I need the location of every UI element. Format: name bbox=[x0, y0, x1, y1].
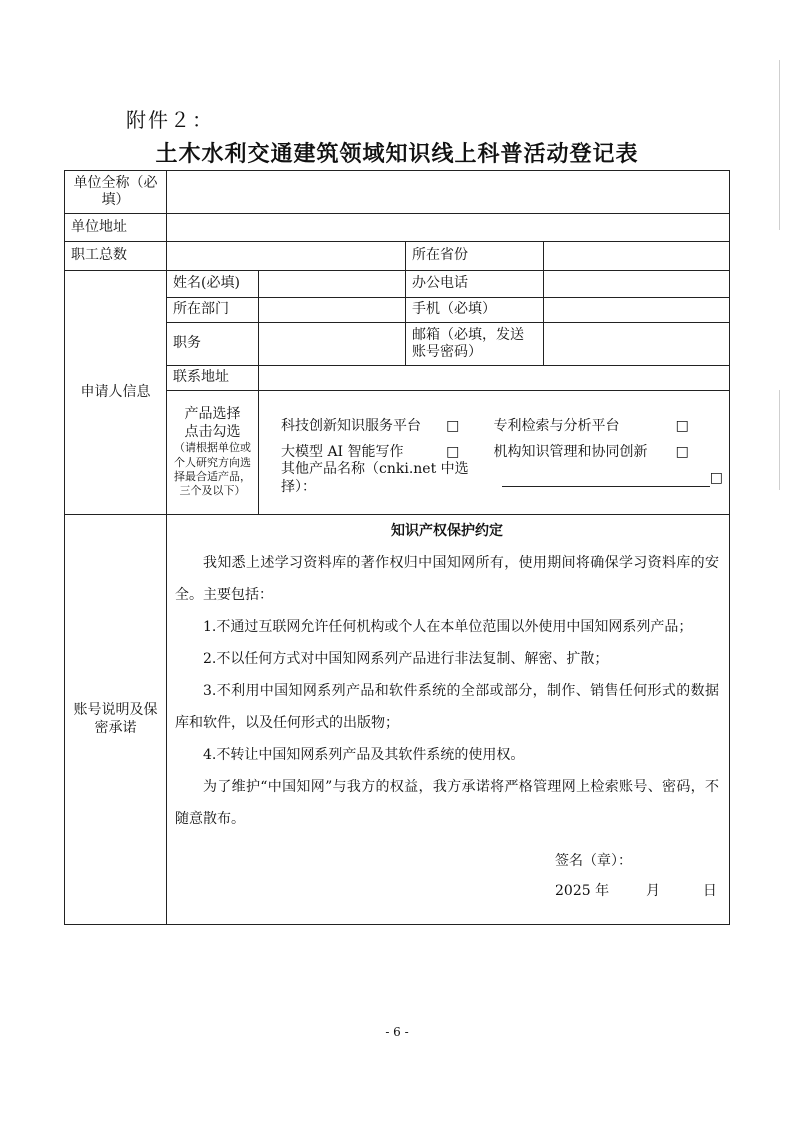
agreement-paragraph: 1.不通过互联网允许任何机构或个人在本单位范围以外使用中国知网系列产品； bbox=[203, 618, 693, 635]
org-address-row bbox=[65, 214, 730, 242]
agreement-paragraph: 为了维护“中国知网”与我方的权益，我方承诺将严格管理网上检索账号、密码，不随意散布。 bbox=[175, 778, 719, 827]
date-year: 2025 年 bbox=[555, 882, 610, 899]
signature-date bbox=[555, 883, 717, 901]
org-address-label: 单位地址 bbox=[65, 214, 167, 242]
email-field[interactable] bbox=[544, 323, 730, 366]
agreement-paragraph: 2.不以任何方式对中国知网系列产品进行非法复制、解密、扩散； bbox=[203, 650, 609, 667]
mobile-field[interactable] bbox=[544, 298, 730, 323]
product-option-label: 科技创新知识服务平台 bbox=[281, 417, 421, 434]
attachment-label: 附件２： bbox=[126, 108, 214, 132]
page-number: - 6 - bbox=[385, 1025, 409, 1039]
product-checkbox[interactable]: □ bbox=[675, 443, 689, 460]
product-option-row bbox=[281, 414, 723, 440]
agreement-title: 知识产权保护约定 bbox=[391, 523, 503, 539]
province-field[interactable] bbox=[544, 242, 730, 271]
applicant-row-1 bbox=[65, 271, 730, 298]
org-address-field[interactable] bbox=[167, 214, 730, 242]
product-option-label: 大模型 AI 智能写作 bbox=[281, 443, 404, 460]
applicant-name-field[interactable] bbox=[259, 271, 406, 298]
position-field[interactable] bbox=[259, 323, 406, 366]
signature-label: 签名（章）： bbox=[555, 852, 632, 869]
product-option-label: 机构知识管理和协同创新 bbox=[493, 443, 648, 460]
signature-block bbox=[175, 835, 719, 905]
contact-address-label: 联系地址 bbox=[167, 366, 259, 391]
other-product-row bbox=[281, 461, 723, 495]
staff-total-label: 职工总数 bbox=[65, 242, 167, 271]
staff-province-row bbox=[65, 242, 730, 271]
department-field[interactable] bbox=[259, 298, 406, 323]
scan-edge-line bbox=[779, 60, 780, 230]
office-phone-label: 办公电话 bbox=[406, 271, 544, 298]
product-label-line2: 点击勾选 bbox=[184, 423, 241, 440]
product-checkbox[interactable]: □ bbox=[446, 443, 460, 460]
applicant-name-label: 姓名(必填) bbox=[167, 271, 259, 298]
org-name-label: 单位全称（必填） bbox=[65, 171, 167, 214]
applicant-section-label: 申请人信息 bbox=[65, 271, 167, 515]
product-checkbox[interactable]: □ bbox=[675, 417, 689, 434]
email-label: 邮箱（必填，发送账号密码） bbox=[406, 323, 544, 366]
org-name-field[interactable] bbox=[167, 171, 730, 214]
agreement-paragraph: 4.不转让中国知网系列产品及其软件系统的使用权。 bbox=[203, 746, 525, 763]
product-label-line1: 产品选择 bbox=[184, 406, 241, 423]
office-phone-field[interactable] bbox=[544, 271, 730, 298]
registration-form-table bbox=[64, 170, 730, 925]
agreement-content bbox=[167, 515, 730, 925]
product-selection-note: （请根据单位或个人研究方向选择最合适产品，三个及以下） bbox=[174, 441, 251, 498]
product-section-label bbox=[167, 391, 259, 515]
agreement-paragraph: 我知悉上述学习资料库的著作权归中国知网所有，使用期间将确保学习资料库的安全。主要包括： bbox=[175, 554, 719, 603]
scan-edge-line bbox=[779, 390, 780, 490]
product-option-label: 专利检索与分析平台 bbox=[493, 417, 620, 434]
org-name-row bbox=[65, 171, 730, 214]
position-label: 职务 bbox=[167, 323, 259, 366]
staff-total-field[interactable] bbox=[167, 242, 406, 271]
form-title: 土木水利交通建筑领域知识线上科普活动登记表 bbox=[155, 141, 639, 167]
contact-address-field[interactable] bbox=[259, 366, 730, 391]
other-product-checkbox[interactable]: □ bbox=[709, 469, 723, 486]
agreement-paragraph: 3.不利用中国知网系列产品和软件系统的全部或部分，制作、销售任何形式的数据库和软件，以及任何形式的出版物； bbox=[175, 682, 719, 731]
date-day: 日 bbox=[702, 882, 717, 899]
department-label: 所在部门 bbox=[167, 298, 259, 323]
date-month: 月 bbox=[646, 882, 660, 899]
mobile-label: 手机（必填） bbox=[406, 298, 544, 323]
province-label: 所在省份 bbox=[406, 242, 544, 271]
agreement-row bbox=[65, 515, 730, 925]
product-options bbox=[259, 391, 730, 515]
agreement-section-label: 账号说明及保密承诺 bbox=[65, 515, 167, 925]
other-product-input[interactable] bbox=[502, 470, 710, 487]
other-product-label: 其他产品名称（cnki.net 中选择）： bbox=[281, 461, 469, 495]
product-checkbox[interactable]: □ bbox=[446, 417, 460, 434]
